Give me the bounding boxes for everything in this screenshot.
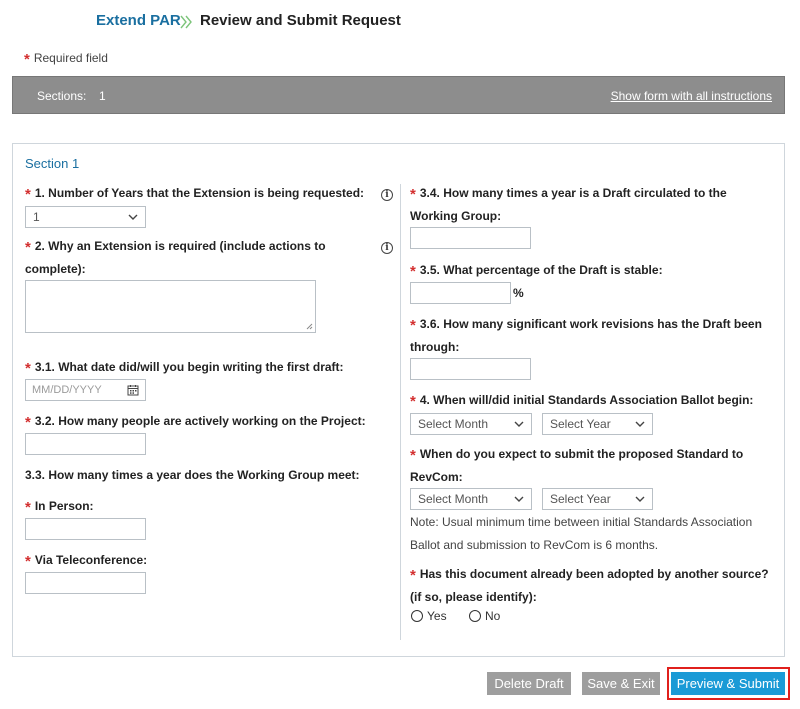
- in-person-input[interactable]: [25, 518, 146, 540]
- in-person-label: * In Person:: [25, 499, 94, 516]
- via-teleconference-label: * Via Teleconference:: [25, 553, 148, 570]
- resize-grip-icon[interactable]: [306, 323, 313, 330]
- required-asterisk: *: [24, 51, 30, 68]
- sections-label: Sections:: [37, 89, 87, 103]
- chevron-down-icon: [634, 493, 646, 505]
- chevron-down-icon: [513, 493, 525, 505]
- q31-label: * 3.1. What date did/will you begin writing the first draft:: [25, 360, 344, 377]
- chevron-right-icon: [179, 12, 193, 32]
- adopted-no-radio[interactable]: [469, 610, 481, 622]
- draft-stable-percent-input[interactable]: [410, 282, 511, 304]
- q34-label-cont: Working Group:: [410, 209, 502, 223]
- revcom-note-line1: Note: Usual minimum time between initial Standards Association: [410, 515, 753, 529]
- adopted-label: * Has this document already been adopted by another source?: [410, 567, 769, 584]
- q33-label: 3.3. How many times a year does the Working Group meet:: [25, 468, 360, 482]
- required-field-note: * Required field: [24, 51, 108, 68]
- q35-label: * 3.5. What percentage of the Draft is stable:: [410, 263, 663, 280]
- date-placeholder: MM/DD/YYYY: [32, 384, 102, 396]
- info-icon[interactable]: i: [381, 242, 393, 254]
- column-divider: [400, 184, 401, 640]
- extension-reason-textarea[interactable]: [25, 280, 316, 333]
- revcom-label: * When do you expect to submit the proposed Standard to: [410, 447, 744, 464]
- q2-label: * 2. Why an Extension is required (include actions to: [25, 239, 326, 256]
- q4-label: * 4. When will/did initial Standards Association Ballot begin:: [410, 393, 754, 410]
- revcom-note-line2: Ballot and submission to RevCom is 6 months.: [410, 538, 659, 552]
- info-icon[interactable]: i: [381, 189, 393, 201]
- calendar-icon[interactable]: [127, 384, 139, 396]
- delete-draft-button[interactable]: Delete Draft: [487, 672, 571, 695]
- sections-bar: [12, 76, 785, 114]
- q1-label: * 1. Number of Years that the Extension is being requested:: [25, 186, 365, 203]
- adopted-no-label[interactable]: No: [485, 609, 501, 623]
- q36-label: * 3.6. How many significant work revisions has the Draft been: [410, 317, 762, 334]
- show-all-instructions-link[interactable]: Show form with all instructions: [610, 89, 772, 103]
- page-title: Review and Submit Request: [200, 12, 401, 29]
- years-select[interactable]: 1: [25, 206, 146, 228]
- q2-label-cont: complete):: [25, 262, 86, 276]
- q32-label: * 3.2. How many people are actively working on the Project:: [25, 414, 366, 431]
- form-panel: [12, 143, 785, 657]
- adopted-yes-radio[interactable]: [411, 610, 423, 622]
- ballot-year-select[interactable]: Select Year: [542, 413, 653, 435]
- adopted-yes-label[interactable]: Yes: [427, 609, 447, 623]
- sections-count: 1: [99, 89, 106, 103]
- ballot-month-select[interactable]: Select Month: [410, 413, 532, 435]
- q36-label-cont: through:: [410, 340, 460, 354]
- chevron-down-icon: [634, 418, 646, 430]
- draft-circulated-input[interactable]: [410, 227, 531, 249]
- q34-label: * 3.4. How many times a year is a Draft circulated to the: [410, 186, 727, 203]
- save-exit-button[interactable]: Save & Exit: [582, 672, 660, 695]
- section-title: Section 1: [25, 156, 80, 171]
- adopted-label-cont: (if so, please identify):: [410, 590, 537, 604]
- work-revisions-input[interactable]: [410, 358, 531, 380]
- people-count-input[interactable]: [25, 433, 146, 455]
- revcom-label-cont: RevCom:: [410, 470, 463, 484]
- first-draft-date-input[interactable]: [25, 379, 146, 401]
- revcom-month-select[interactable]: Select Month: [410, 488, 532, 510]
- percent-suffix: %: [513, 286, 524, 300]
- preview-submit-button[interactable]: Preview & Submit: [671, 672, 785, 695]
- chevron-down-icon: [127, 211, 139, 223]
- via-teleconference-input[interactable]: [25, 572, 146, 594]
- breadcrumb-extend-par-link[interactable]: Extend PAR: [96, 12, 181, 29]
- chevron-down-icon: [513, 418, 525, 430]
- revcom-year-select[interactable]: Select Year: [542, 488, 653, 510]
